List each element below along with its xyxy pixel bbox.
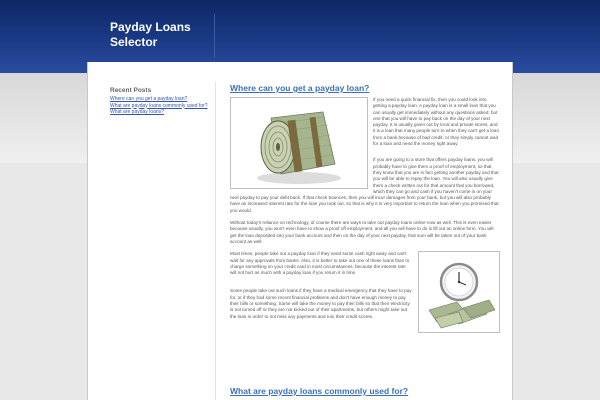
post-paragraph-1: If you need a quick financial fix, then you could look into getting a payday loan. A payday loan is a small loan that you can usually get immediately without any questions asked, but one that you will have to pay back on the day of your next payday. It is usually given out by local and private stores, and it is a loan that many people turn to when they can't get a loan from a bank because of bad credit, or they simply cannot wait for a loan and need the money right away. <box>373 97 500 147</box>
recent-post-link-3[interactable]: What are payday loans? <box>110 109 164 115</box>
post-paragraph-4: Most times, people take out a payday loan if they need some cash right away and can't wait for any approvals from banks. Also, it is better to take out one of these loans than to charge something on your credit card in most circumstances, because the interest rate will not hurt as much with a payday loan if you return it in time. <box>230 251 410 276</box>
site-title-line1[interactable]: Payday Loans <box>110 20 191 34</box>
rolled-dollar-bills-photo <box>230 97 368 189</box>
recent-post-link-1[interactable]: Where can you get a payday loan? <box>110 96 188 102</box>
post-paragraph-3: Without today's reliance on technology, of course there are ways to take out payday loans online now as well. This is even easier because usually, you won't even have to show a proof off employment, and all you will have to do is fill out an online form. You will get the loan deposited into your bank account and then on the day of your next payday, that sum will be taken out of your bank account as well. <box>230 220 494 244</box>
main-content <box>230 83 500 338</box>
sidebar <box>110 87 210 116</box>
header-divider <box>214 14 215 58</box>
money-roll-icon <box>231 98 367 188</box>
recent-posts-heading: Recent Posts <box>110 87 152 94</box>
post-paragraph-2: If you are going to a store that offers payday loans, you will probably have to give them a proof of employment, so that they know that you are in fact getting another payday and that you will be able to repay the loan. You will also usually give them a check written out for that amount that you borrowed, which they can go and cash if you haven't come in on your next payday to pay your debt back. If that check bounces, then you will incur damages from your bank, but you will also probably have an increased interest rate for the loan you took out, so that is why it is very important to return the loan when you promised that you would. <box>230 157 499 213</box>
site-title-line2[interactable]: Selector <box>110 35 158 49</box>
column-divider <box>215 82 216 400</box>
clock-and-money-photo <box>418 251 500 333</box>
post-paragraph-5: Some people take out such loans if they have a medical emergency that they have to pay for, or if they had some recent financial problems and don't have enough money to pay their bills or something. Some will take the money to pay their bills so that their electricity is not turned off or they are not kicked out of their apartments, but others might take out the loan in order to not miss any payments and ruin their credit scores. <box>230 288 412 319</box>
recent-posts-list <box>110 96 210 115</box>
clock-icon <box>419 252 499 332</box>
post-title-commonly-used[interactable]: What are payday loans commonly used for? <box>230 386 409 396</box>
content-container <box>87 62 513 400</box>
list-item <box>110 109 210 115</box>
list-item <box>110 103 210 109</box>
site-title[interactable] <box>110 20 210 50</box>
recent-post-link-2[interactable]: What are payday loans commonly used for? <box>110 102 208 109</box>
post-title-where[interactable]: Where can you get a payday loan? <box>230 83 370 93</box>
list-item <box>110 96 210 102</box>
